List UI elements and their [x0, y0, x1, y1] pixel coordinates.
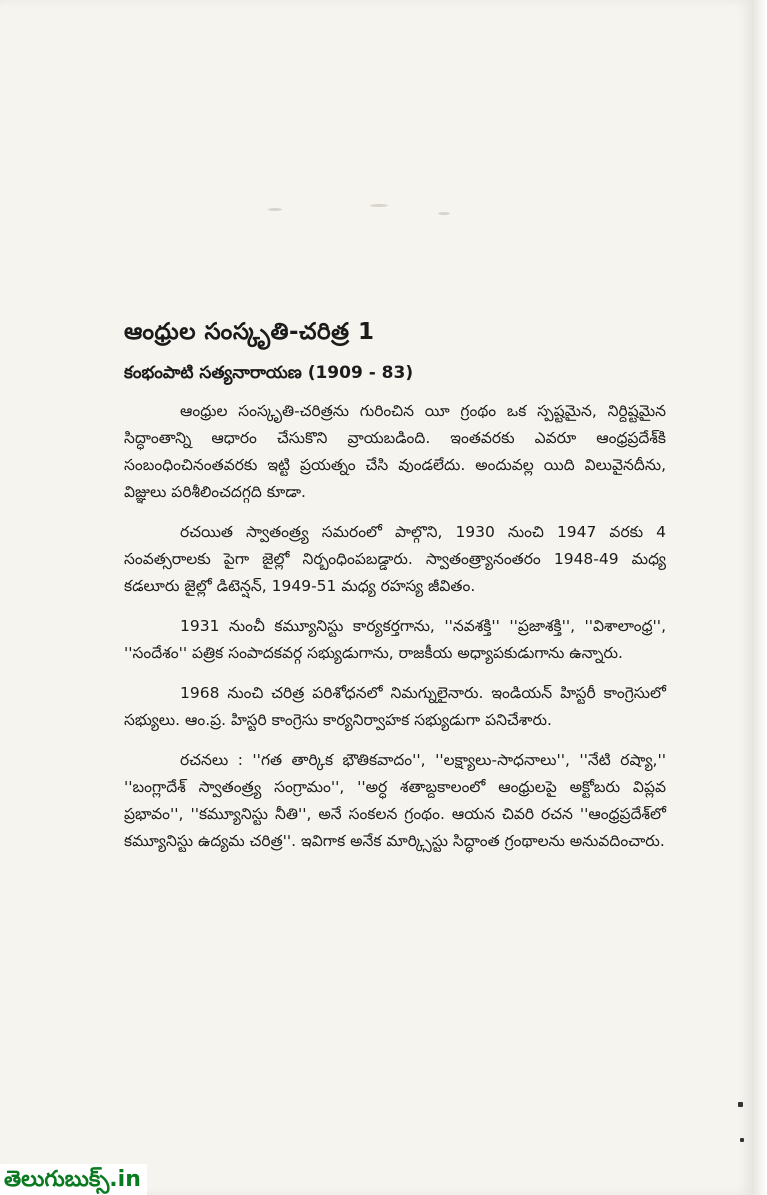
- site-watermark: తెలుగుబుక్స్.in: [0, 1164, 147, 1195]
- paragraph-works: రచనలు : ''గత తార్కిక భౌతికవాదం'', ''లక్ష్యాలు-సాధనాలు'', ''నేటి రష్యా,'' ''బంగ్లాదేశ్ స్వాతంత్ర్య సంగ్రామం'', ''అర్ధ శతాబ్దకాలంలో ఆంధ్రులపై అక్టోబరు విప్లవ ప్రభావం'', ''కమ్యూనిస్టు నీతి'', అనే సంకలన గ్రంథం. ఆయన చివరి రచన ''ఆంధ్రప్రదేశ్‌లో కమ్యూనిస్టు ఉద్యమ చరిత్ర''. ఇవిగాక అనేక మార్క్సిస్టు సిద్ధాంత గ్రంథాలను అనువదించారు.: [124, 750, 666, 850]
- paper-speck: [438, 212, 450, 215]
- paragraph-freedom-struggle: రచయిత స్వాతంత్ర్య సమరంలో పాల్గొని, 1930 నుంచి 1947 వరకు 4 సంవత్సరాలకు పైగా జైల్లో నిర్బంధింపబడ్డారు. స్వాతంత్ర్యానంతరం 1948-49 మధ్య కడలూరు జైల్లో డిటెన్షన్, 1949-51 మధ్య రహస్య జీవితం.: [124, 522, 666, 595]
- book-title: ఆంధ్రుల సంస్కృతి-చరిత్ర 1: [124, 319, 375, 345]
- edge-mark: [738, 1102, 743, 1107]
- paragraph-intro: ఆంధ్రుల సంస్కృతి-చరిత్రను గురించిన యీ గ్రంథం ఒక స్పష్టమైన, నిర్దిష్టమైన సిద్ధాంతాన్ని ఆధారం చేసుకొని వ్రాయబడింది. ఇంతవరకు ఎవరూ ఆంధ్రప్రదేశ్‌కి సంబంధించినంతవరకు ఇట్టి ప్రయత్నం చేసి వుండలేదు. అందువల్ల యిది విలువైనదీను, విజ్ఞులు పరిశీలించదగ్గది కూడా.: [124, 401, 666, 501]
- paper-speck: [268, 208, 282, 211]
- edge-mark: [740, 1138, 744, 1142]
- paragraph-communist-work: 1931 నుంచీ కమ్యూనిస్టు కార్యకర్తగాను, ''నవశక్తి'' ''ప్రజాశక్తి'', ''విశాలాంధ్ర'', ''సందేశం'' పత్రిక సంపాదకవర్గ సభ్యుడుగాను, రాజకీయ అధ్యాపకుడుగాను ఉన్నారు.: [124, 616, 666, 662]
- paper-speck: [370, 204, 388, 207]
- paragraph-history-research: 1968 నుంచి చరిత్ర పరిశోధనలో నిమగ్నులైనారు. ఇండియన్ హిస్టరీ కాంగ్రెసులో సభ్యులు. ఆం.ప్ర. హిస్టరి కాంగ్రెసు కార్యనిర్వాహక సభ్యుడుగా పనిచేశారు.: [124, 683, 666, 729]
- page-edge: [752, 0, 767, 1195]
- author-line: కంభంపాటి సత్యనారాయణ (1909 - 83): [124, 362, 414, 383]
- back-cover-text: [124, 318, 666, 868]
